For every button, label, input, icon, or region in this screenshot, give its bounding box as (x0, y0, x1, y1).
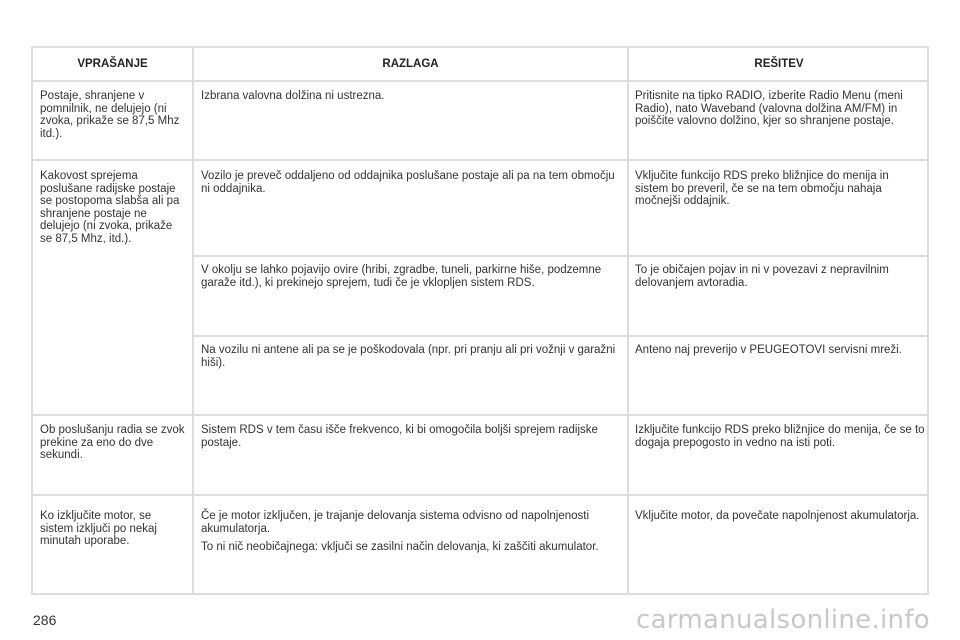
table-cell-question: Kakovost sprejema poslušane radijske postaje se postopoma slabša ali pa shranjene postaje ne delujejo (ni zvoka, prikaže se 87,5 Mhz, itd.). (40, 170, 180, 245)
page-number: 286 (33, 612, 57, 628)
row-divider (194, 255, 927, 257)
table-cell-solution: To je običajen pojav in ni v povezavi z nepravilnim delovanjem avtoradia. (635, 264, 889, 289)
table-cell-solution: Vključite funkcijo RDS preko bližnjice do menija in sistem bo preveril, če se na tem območju nahaja močnejši oddajnik. (635, 170, 889, 208)
header-solution: REŠITEV (754, 58, 804, 70)
explanation-text: V okolju se lahko pojavijo ovire (hribi, zgradbe, tuneli, parkirne hiše, podzemne garaže itd.), ki prekinejo sprejem, tudi če je vklopljen sistem RDS. (201, 264, 602, 289)
header-explanation: RAZLAGA (382, 58, 439, 70)
table-cell-solution: Vključite motor, da povečate napolnjenost akumulatorja. (635, 510, 920, 522)
table-cell-explanation (201, 170, 621, 201)
row-divider (33, 414, 927, 416)
explanation-text: Če je motor izključen, je trajanje delovanja sistema odvisno od napolnjenosti akumulatorja. (201, 510, 590, 535)
row-divider (33, 159, 927, 161)
row-divider (33, 494, 927, 496)
watermark-text: carmanualsonline.info (635, 605, 930, 635)
column-divider (192, 48, 194, 593)
table-cell-explanation (201, 344, 621, 375)
explanation-text: To ni nič neobičajnega: vključi se zasilni način delovanja, ki zaščiti akumulator. (201, 541, 599, 554)
row-divider (194, 335, 927, 337)
explanation-text: Vozilo je preveč oddaljeno od oddajnika poslušane postaje ali pa na tem območju ni oddajnika. (201, 170, 615, 195)
table-cell-explanation (201, 510, 621, 560)
row-divider (33, 80, 927, 82)
table-cell-question: Postaje, shranjene v pomnilnik, ne delujejo (ni zvoka, prikaže se 87,5 Mhz itd.). (40, 90, 180, 140)
table-cell-explanation (201, 264, 621, 295)
header-question: VPRAŠANJE (77, 58, 148, 70)
table-cell-explanation (201, 424, 621, 455)
explanation-text: Sistem RDS v tem času išče frekvenco, ki bi omogočila boljši sprejem radijske postaje. (201, 424, 598, 449)
table-cell-question: Ko izključite motor, se sistem izključi po nekaj minutah uporabe. (40, 510, 157, 548)
table-cell-solution: Pritisnite na tipko RADIO, izberite Radio Menu (meni Radio), nato Waveband (valovna dolžina AM/FM) in poiščite valovno dolžino, kjer so shranjene postaje. (635, 90, 903, 128)
troubleshooting-table (31, 46, 929, 595)
table-cell-solution: Anteno naj preverijo v PEUGEOTOVI servisni mreži. (635, 344, 902, 356)
table-cell-explanation (201, 90, 621, 109)
explanation-text: Izbrana valovna dolžina ni ustrezna. (201, 90, 385, 102)
table-cell-question: Ob poslušanju radia se zvok prekine za eno do dve sekundi. (40, 424, 185, 462)
table-cell-solution: Izključite funkcijo RDS preko bližnjice do menija, če se to dogaja prepogosto in vedno na isti poti. (635, 424, 925, 449)
column-divider (627, 48, 629, 593)
explanation-text: Na vozilu ni antene ali pa se je poškodovala (npr. pri pranju ali pri vožnji v garažni hiši). (201, 344, 616, 369)
